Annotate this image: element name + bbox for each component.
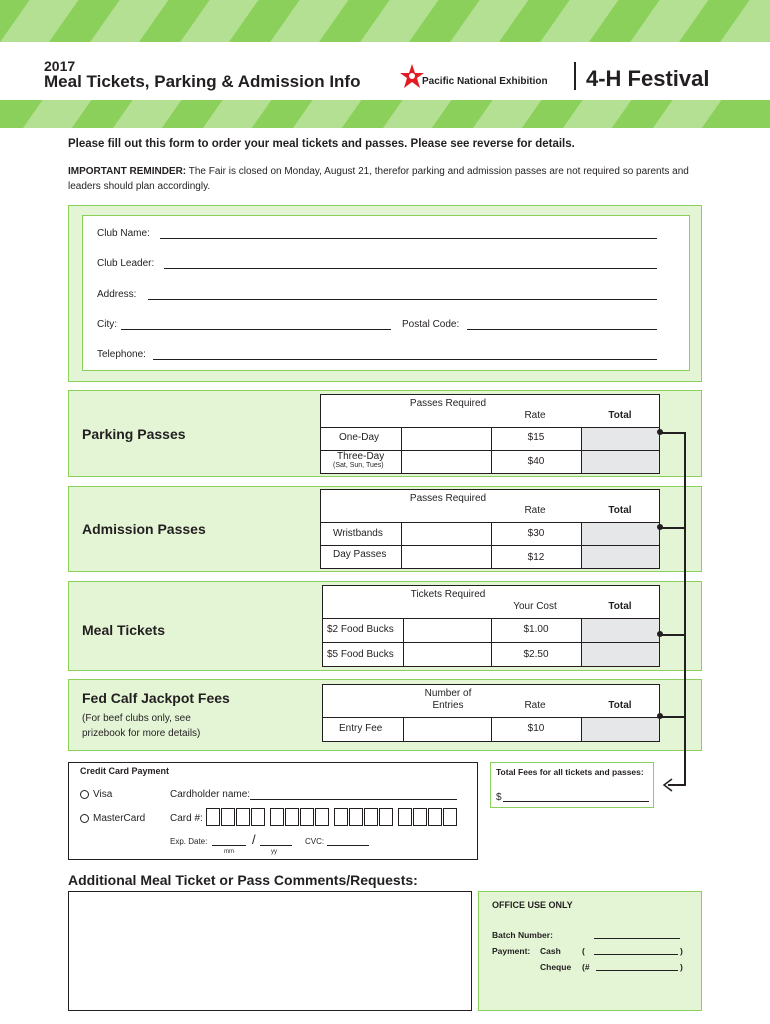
admission-col-rate: Rate xyxy=(524,505,546,516)
exp-month-field[interactable] xyxy=(212,845,246,846)
admission-row-rate: $30 xyxy=(527,528,545,539)
exp-date-label: Exp. Date: xyxy=(170,837,208,846)
parking-col-required: Passes Required xyxy=(409,398,487,409)
card-digit-box[interactable] xyxy=(349,808,363,826)
cheque-field[interactable] xyxy=(596,970,678,971)
card-digit-box[interactable] xyxy=(300,808,314,826)
meal-col-required: Tickets Required xyxy=(410,589,486,600)
parking-row-rate: $15 xyxy=(527,432,545,443)
top-banner xyxy=(0,0,770,42)
card-digit-box[interactable] xyxy=(379,808,393,826)
cheque-paren-open: (# xyxy=(582,962,590,972)
bottom-banner xyxy=(0,100,770,128)
reminder xyxy=(68,164,708,194)
club-leader-label: Club Leader: xyxy=(97,258,155,269)
payment-label: Payment: xyxy=(492,946,531,956)
card-digit-box[interactable] xyxy=(221,808,235,826)
card-digit-box[interactable] xyxy=(443,808,457,826)
total-connector-line xyxy=(684,432,686,784)
club-name-label: Club Name: xyxy=(97,228,150,239)
card-digit-box[interactable] xyxy=(206,808,220,826)
admission-col-total: Total xyxy=(608,505,632,516)
jackpot-row-rate: $10 xyxy=(527,723,545,734)
admission-col-required: Passes Required xyxy=(409,493,487,504)
office-use-title: OFFICE USE ONLY xyxy=(492,900,573,910)
jackpot-title: Fed Calf Jackpot Fees xyxy=(82,690,230,706)
visa-radio[interactable] xyxy=(80,790,89,799)
cheque-label: Cheque xyxy=(540,962,572,972)
jackpot-table xyxy=(322,684,660,742)
admission-row-rate: $12 xyxy=(527,552,545,563)
cash-field[interactable] xyxy=(594,954,678,955)
jackpot-col-rate: Rate xyxy=(524,700,546,711)
city-field[interactable] xyxy=(121,329,391,330)
card-digit-box[interactable] xyxy=(251,808,265,826)
header xyxy=(0,42,770,100)
total-fees-currency: $ xyxy=(496,792,502,803)
postal-code-field[interactable] xyxy=(467,329,657,330)
card-digit-box[interactable] xyxy=(364,808,378,826)
jackpot-col-total: Total xyxy=(608,700,632,711)
mastercard-label: MasterCard xyxy=(93,813,146,824)
batch-label: Batch Number: xyxy=(492,930,553,940)
cvc-label: CVC: xyxy=(305,837,325,846)
card-digit-box[interactable] xyxy=(334,808,348,826)
card-number-label: Card #: xyxy=(170,813,203,824)
parking-row-sub: (Sat, Sun, Tues) xyxy=(333,462,384,469)
parking-table xyxy=(320,394,660,474)
total-fees-field[interactable] xyxy=(503,801,649,802)
jackpot-total-cell[interactable] xyxy=(581,717,659,741)
cheque-paren-close: ) xyxy=(680,962,683,972)
parking-row-label: Three-Day xyxy=(337,451,385,462)
cash-paren-close: ) xyxy=(680,946,683,956)
cvc-field[interactable] xyxy=(327,845,369,846)
card-digit-box[interactable] xyxy=(236,808,250,826)
club-leader-field[interactable] xyxy=(164,268,657,269)
jackpot-row-label: Entry Fee xyxy=(339,723,383,734)
card-digit-box[interactable] xyxy=(315,808,329,826)
comments-title: Additional Meal Ticket or Pass Comments/Requests: xyxy=(68,872,418,888)
postal-code-label: Postal Code: xyxy=(402,319,460,330)
telephone-field[interactable] xyxy=(153,359,657,360)
admission-table xyxy=(320,489,660,569)
form-title: Meal Tickets, Parking & Admission Info xyxy=(44,72,361,91)
telephone-label: Telephone: xyxy=(97,349,146,360)
parking-col-total: Total xyxy=(608,410,632,421)
meal-table xyxy=(322,585,660,667)
intro-text: Please fill out this form to order your meal tickets and passes. Please see reverse for details. xyxy=(68,138,575,150)
card-digit-box[interactable] xyxy=(398,808,412,826)
club-name-field[interactable] xyxy=(160,238,657,239)
credit-card-title: Credit Card Payment xyxy=(80,766,170,776)
mm-label: mm xyxy=(224,849,234,855)
admission-row-label: Wristbands xyxy=(333,528,383,539)
meal-row-label: $2 Food Bucks xyxy=(327,624,394,635)
address-field[interactable] xyxy=(148,299,657,300)
mastercard-radio[interactable] xyxy=(80,814,89,823)
cash-paren-open: ( xyxy=(582,946,585,956)
meal-title: Meal Tickets xyxy=(82,622,166,638)
jackpot-col-required: Number of Entries xyxy=(424,688,472,711)
total-fees-label: Total Fees for all tickets and passes: xyxy=(496,767,644,777)
parking-row-rate: $40 xyxy=(527,456,545,467)
meal-col-rate: Your Cost xyxy=(513,601,557,612)
exp-year-field[interactable] xyxy=(260,845,292,846)
city-label: City: xyxy=(97,319,117,330)
festival-name: 4-H Festival xyxy=(586,66,710,91)
card-digit-box[interactable] xyxy=(413,808,427,826)
reminder-label: IMPORTANT REMINDER: xyxy=(68,166,187,177)
meal-row-rate: $1.00 xyxy=(523,624,549,635)
visa-label: Visa xyxy=(93,789,113,800)
cardholder-field[interactable] xyxy=(250,799,457,800)
jackpot-note: (For beef clubs only, see prizebook for more details) xyxy=(82,713,201,739)
org-name: Pacific National Exhibition xyxy=(422,76,548,87)
parking-title: Parking Passes xyxy=(82,426,186,442)
cardholder-label: Cardholder name: xyxy=(170,789,251,800)
parking-col-rate: Rate xyxy=(524,410,546,421)
reminder-text: The Fair is closed on Monday, August 21, therefor parking and admission passes are not required so parents and leaders should plan accordingly. xyxy=(68,166,689,192)
meal-row-rate: $2.50 xyxy=(523,649,549,660)
cash-label: Cash xyxy=(540,946,561,956)
card-digit-box[interactable] xyxy=(428,808,442,826)
address-label: Address: xyxy=(97,289,137,300)
arrow-left-icon xyxy=(662,778,674,792)
exp-slash: / xyxy=(252,832,256,847)
admission-title: Admission Passes xyxy=(82,521,206,537)
parking-row-label: One-Day xyxy=(339,432,380,443)
admission-row-label: Day Passes xyxy=(333,549,387,560)
yy-label: yy xyxy=(271,849,277,855)
meal-row-label: $5 Food Bucks xyxy=(327,649,394,660)
header-divider xyxy=(574,62,576,90)
batch-field[interactable] xyxy=(594,938,680,939)
card-digit-box[interactable] xyxy=(270,808,284,826)
form-year: 2017 xyxy=(44,58,76,74)
meal-col-total: Total xyxy=(608,601,632,612)
card-digit-box[interactable] xyxy=(285,808,299,826)
comments-box[interactable] xyxy=(68,891,472,1011)
